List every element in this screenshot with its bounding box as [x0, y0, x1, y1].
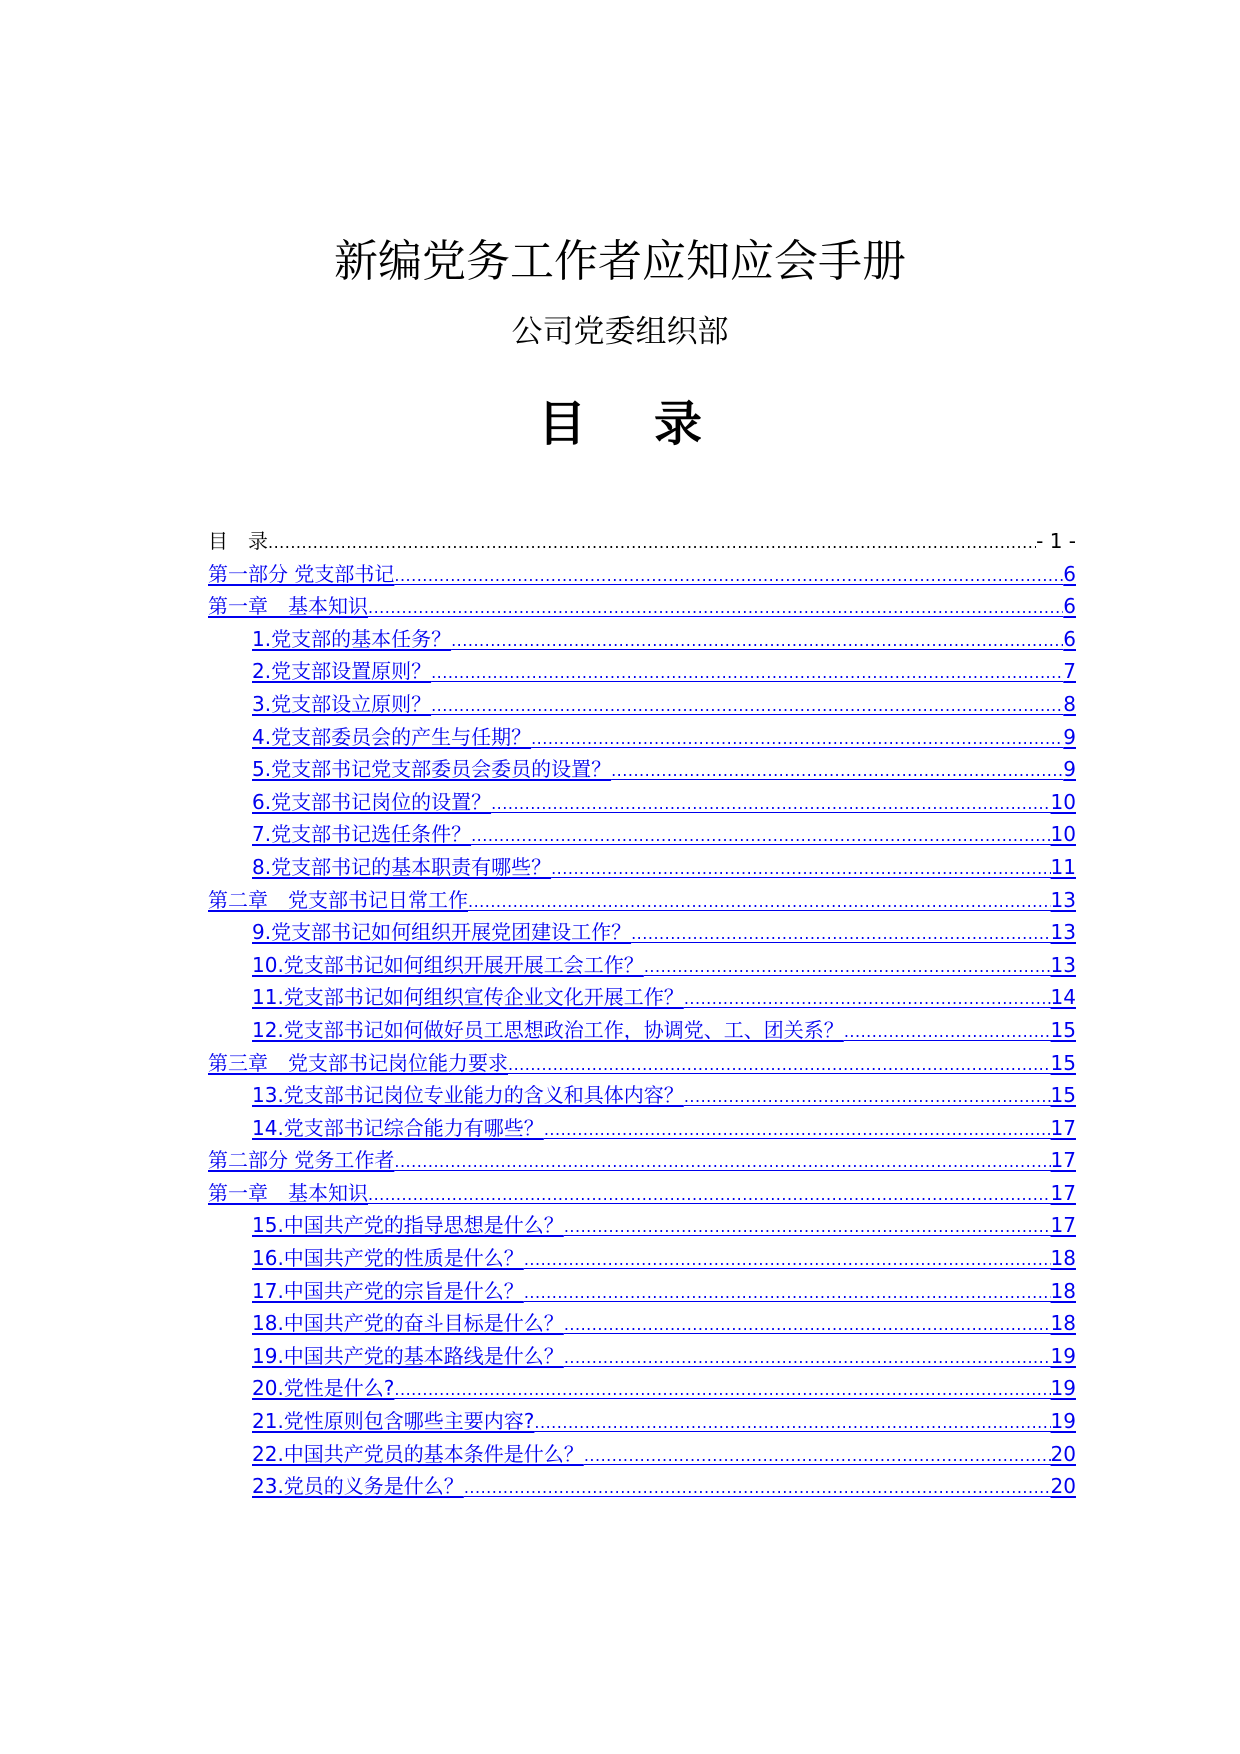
toc-entry-link[interactable]	[208, 949, 1076, 982]
toc-entry-title: 第三章 党支部书记岗位能力要求	[208, 1050, 508, 1075]
toc-dot-leader	[431, 690, 1063, 721]
toc-dot-leader	[468, 886, 1051, 917]
toc-dot-leader	[491, 788, 1050, 819]
toc-dot-leader	[368, 592, 1063, 623]
toc-dot-leader	[508, 1049, 1051, 1080]
toc-dot-leader	[524, 1277, 1051, 1308]
toc-entry-link[interactable]	[208, 1144, 1076, 1177]
toc-entry-link[interactable]	[208, 1275, 1076, 1308]
toc-entry-title: 9.党支部书记如何组织开展党团建设工作？	[252, 920, 632, 945]
toc-entry-link[interactable]	[208, 1307, 1076, 1340]
toc-page-number: 19	[1050, 1409, 1076, 1434]
toc-page-number: 15	[1050, 1083, 1076, 1108]
toc-page-number: 17	[1050, 1213, 1076, 1238]
toc-dot-leader	[268, 527, 1036, 558]
table-of-contents	[208, 525, 1076, 1503]
toc-page-number: 13	[1050, 952, 1076, 977]
toc-heading	[0, 394, 1240, 454]
toc-dot-leader	[844, 1016, 1051, 1047]
toc-dot-leader	[524, 1244, 1051, 1275]
toc-page-number: - 1 -	[1036, 529, 1076, 553]
toc-page-number: 14	[1050, 985, 1076, 1010]
toc-dot-leader	[394, 1146, 1050, 1177]
toc-entry-link[interactable]	[208, 623, 1076, 656]
toc-heading-char: 目	[537, 396, 586, 452]
toc-entry-link[interactable]	[208, 721, 1076, 754]
toc-entry-title: 5.党支部书记党支部委员会委员的设置？	[252, 757, 612, 782]
toc-entry-title: 第二章 党支部书记日常工作	[208, 887, 468, 912]
toc-page-number: 13	[1050, 920, 1076, 945]
toc-entry	[208, 525, 1076, 558]
toc-page-number: 11	[1050, 854, 1076, 879]
toc-page-number: 7	[1063, 659, 1076, 684]
toc-page-number: 10	[1050, 789, 1076, 814]
toc-entry-link[interactable]	[208, 1047, 1076, 1080]
toc-page-number: 20	[1050, 1441, 1076, 1466]
toc-entry-title: 8.党支部书记的基本职责有哪些？	[252, 854, 552, 879]
toc-page-number: 8	[1063, 691, 1076, 716]
toc-page-number: 15	[1050, 1017, 1076, 1042]
toc-page-number: 18	[1050, 1278, 1076, 1303]
toc-dot-leader	[611, 755, 1063, 786]
toc-page-number: 17	[1050, 1180, 1076, 1205]
toc-entry-link[interactable]	[208, 1372, 1076, 1405]
toc-entry-title: 第一部分 党支部书记	[208, 561, 395, 586]
toc-page-number: 6	[1063, 626, 1076, 651]
toc-entry-link[interactable]	[208, 558, 1076, 591]
toc-entry-title: 目 录	[208, 529, 268, 553]
toc-entry-link[interactable]	[208, 1209, 1076, 1242]
toc-entry-title: 4.党支部委员会的产生与任期？	[252, 724, 532, 749]
toc-entry-title: 14.党支部书记综合能力有哪些？	[252, 1115, 544, 1140]
toc-dot-leader	[631, 918, 1050, 949]
toc-dot-leader	[564, 1342, 1051, 1373]
toc-entry-link[interactable]	[208, 1112, 1076, 1145]
toc-page-number: 20	[1050, 1474, 1076, 1499]
toc-entry-title: 11.党支部书记如何组织宣传企业文化开展工作？	[252, 985, 684, 1010]
toc-entry-link[interactable]	[208, 1177, 1076, 1210]
toc-dot-leader	[464, 1472, 1051, 1503]
toc-page-number: 6	[1063, 561, 1076, 586]
toc-dot-leader	[451, 625, 1063, 656]
toc-dot-leader	[531, 723, 1063, 754]
toc-entry-link[interactable]	[208, 884, 1076, 917]
toc-entry-link[interactable]	[208, 786, 1076, 819]
toc-dot-leader	[431, 657, 1063, 688]
toc-entry-title: 6.党支部书记岗位的设置？	[252, 789, 492, 814]
toc-page-number: 6	[1063, 594, 1076, 619]
toc-dot-leader	[394, 560, 1063, 591]
toc-entry-link[interactable]	[208, 753, 1076, 786]
document-subtitle: 公司党委组织部	[511, 314, 729, 350]
toc-dot-leader	[534, 1407, 1050, 1438]
toc-entry-link[interactable]	[208, 1340, 1076, 1373]
toc-entry-link[interactable]	[208, 688, 1076, 721]
toc-page-number: 15	[1050, 1050, 1076, 1075]
toc-page-number: 9	[1063, 724, 1076, 749]
toc-entry-title: 21.党性原则包含哪些主要内容?	[252, 1409, 535, 1434]
toc-page-number: 17	[1050, 1115, 1076, 1140]
toc-entry-link[interactable]	[208, 1014, 1076, 1047]
toc-heading-char: 录	[654, 396, 703, 452]
toc-dot-leader	[368, 1179, 1051, 1210]
toc-dot-leader	[544, 1114, 1051, 1145]
toc-page-number: 9	[1063, 757, 1076, 782]
toc-entry-title: 23.党员的义务是什么？	[252, 1474, 464, 1499]
toc-entry-title: 20.党性是什么?	[252, 1376, 395, 1401]
toc-entry-link[interactable]	[208, 590, 1076, 623]
toc-entry-link[interactable]	[208, 981, 1076, 1014]
toc-entry-link[interactable]	[208, 1438, 1076, 1471]
toc-dot-leader	[684, 983, 1051, 1014]
toc-dot-leader	[564, 1309, 1051, 1340]
toc-page-number: 17	[1050, 1148, 1076, 1173]
toc-entry-title: 第一章 基本知识	[208, 1180, 368, 1205]
toc-dot-leader	[394, 1374, 1050, 1405]
toc-page-number: 19	[1050, 1376, 1076, 1401]
toc-entry-title: 第一章 基本知识	[208, 594, 368, 619]
toc-dot-leader	[551, 853, 1050, 884]
toc-page-number: 13	[1050, 887, 1076, 912]
toc-entry-title: 16.中国共产党的性质是什么？	[252, 1246, 524, 1271]
toc-entry-title: 19.中国共产党的基本路线是什么？	[252, 1343, 564, 1368]
toc-dot-leader	[584, 1440, 1051, 1471]
toc-entry-link[interactable]	[208, 916, 1076, 949]
toc-entry-title: 1.党支部的基本任务？	[252, 626, 452, 651]
toc-page-number: 19	[1050, 1343, 1076, 1368]
toc-entry-title: 3.党支部设立原则？	[252, 691, 432, 716]
toc-entry-link[interactable]	[208, 1405, 1076, 1438]
toc-entry-title: 15.中国共产党的指导思想是什么？	[252, 1213, 564, 1238]
toc-entry-title: 22.中国共产党员的基本条件是什么？	[252, 1441, 584, 1466]
toc-dot-leader	[564, 1211, 1051, 1242]
toc-entry-link[interactable]	[208, 1079, 1076, 1112]
toc-entry-title: 17.中国共产党的宗旨是什么？	[252, 1278, 524, 1303]
toc-entry-title: 18.中国共产党的奋斗目标是什么？	[252, 1311, 564, 1336]
toc-dot-leader	[684, 1081, 1051, 1112]
toc-entry-link[interactable]	[208, 851, 1076, 884]
toc-entry-title: 7.党支部书记选任条件？	[252, 822, 472, 847]
toc-page-number: 10	[1050, 822, 1076, 847]
toc-entry-link[interactable]	[208, 1242, 1076, 1275]
toc-dot-leader	[644, 951, 1051, 982]
toc-entry-title: 13.党支部书记岗位专业能力的含义和具体内容？	[252, 1083, 684, 1108]
toc-entry-title: 10.党支部书记如何组织开展开展工会工作？	[252, 952, 644, 977]
toc-entry-title: 第二部分 党务工作者	[208, 1148, 395, 1173]
toc-dot-leader	[471, 820, 1050, 851]
toc-entry-title: 12.党支部书记如何做好员工思想政治工作，协调党、工、团关系？	[252, 1017, 844, 1042]
toc-entry-link[interactable]	[208, 818, 1076, 851]
toc-page-number: 18	[1050, 1311, 1076, 1336]
toc-entry-link[interactable]	[208, 655, 1076, 688]
document-title: 新编党务工作者应知应会手册	[334, 236, 906, 287]
toc-entry-link[interactable]	[208, 1470, 1076, 1503]
toc-page-number: 18	[1050, 1246, 1076, 1271]
toc-entry-title: 2.党支部设置原则？	[252, 659, 432, 684]
